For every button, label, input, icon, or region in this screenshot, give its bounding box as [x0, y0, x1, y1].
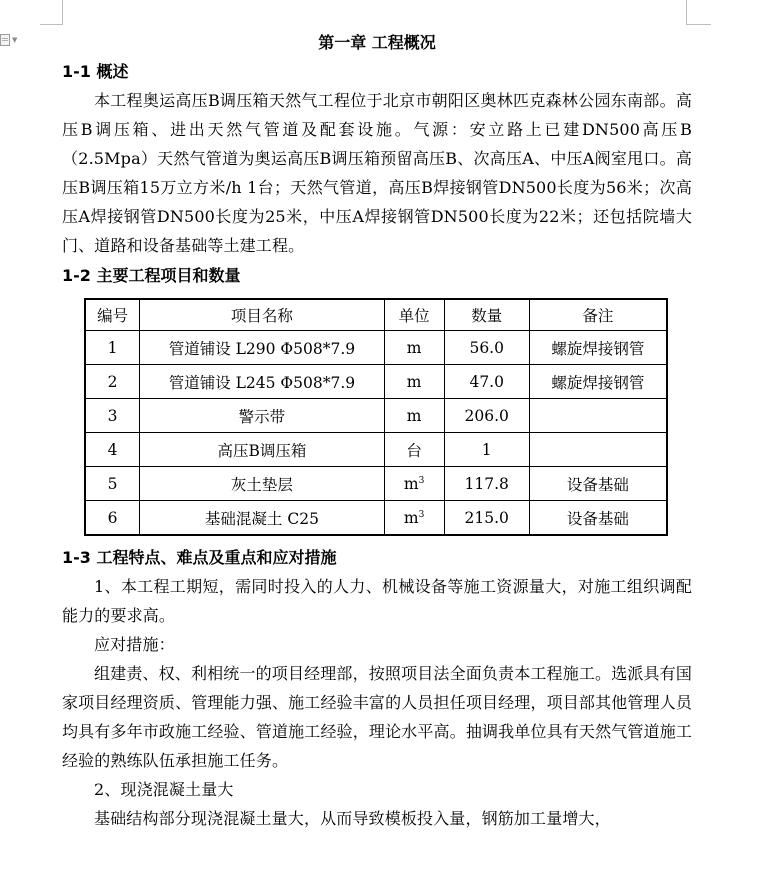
- cell-name: 基础混凝土 C25: [140, 501, 384, 536]
- cell-no: 5: [85, 467, 140, 501]
- cell-unit: [384, 433, 444, 467]
- unit-text: m: [406, 372, 422, 391]
- cell-no: 1: [85, 331, 140, 365]
- cell-qty: 1: [444, 433, 529, 467]
- cell-qty: 206.0: [444, 399, 529, 433]
- cell-qty: 215.0: [444, 501, 529, 536]
- crop-mark-top-left: [40, 0, 63, 25]
- chapter-title: 第一章 工程概况: [318, 33, 436, 52]
- cell-no: 3: [85, 399, 140, 433]
- unit-superscript: 3: [418, 509, 425, 520]
- cell-name: 管道铺设 L290 Φ508*7.9: [140, 331, 384, 365]
- cell-unit: [384, 501, 444, 536]
- feature-paragraph-1: 1、本工程工期短，需同时投入的人力、机械设备等施工资源量大，对施工组织调配能力的要求高。: [62, 577, 692, 625]
- cell-unit: [384, 399, 444, 433]
- cell-no: 4: [85, 433, 140, 467]
- cell-note: 设备基础: [529, 501, 667, 536]
- unit-text: m: [403, 474, 419, 493]
- cell-no: 6: [85, 501, 140, 536]
- document-content: [62, 28, 692, 833]
- cell-note: 螺旋焊接钢管: [529, 365, 667, 399]
- table-row: [85, 399, 667, 433]
- cell-unit: [384, 365, 444, 399]
- cell-unit: [384, 331, 444, 365]
- paragraph-options-icon[interactable]: [0, 32, 22, 48]
- cell-qty: 117.8: [444, 467, 529, 501]
- table-header-row: [85, 299, 667, 331]
- table-row: [85, 433, 667, 467]
- document-icon: [0, 34, 10, 46]
- header-cell-name: 项目名称: [140, 299, 384, 331]
- cell-name: 管道铺设 L245 Φ508*7.9: [140, 365, 384, 399]
- cell-name: 高压B调压箱: [140, 433, 384, 467]
- cell-qty: 56.0: [444, 331, 529, 365]
- cell-note: 设备基础: [529, 467, 667, 501]
- section-heading-overview: 1-1 概述: [62, 62, 129, 81]
- table-row: [85, 467, 667, 501]
- items-table: [84, 298, 668, 536]
- table-row: [85, 365, 667, 399]
- feature-paragraph-2-detail: 基础结构部分现浇混凝土量大，从而导致模板投入量，钢筋加工量增大，: [94, 809, 611, 828]
- header-cell-note: 备注: [529, 299, 667, 331]
- cell-no: 2: [85, 365, 140, 399]
- chevron-down-icon: ▼: [12, 35, 18, 44]
- table-row: [85, 501, 667, 536]
- section-heading-items: 1-2 主要工程项目和数量: [62, 266, 241, 285]
- measures-label: 应对措施：: [94, 635, 175, 654]
- unit-text: 台: [406, 441, 422, 460]
- table-row: [85, 331, 667, 365]
- header-cell-no: 编号: [85, 299, 140, 331]
- overview-paragraph: 本工程奥运高压B调压箱天然气工程位于北京市朝阳区奥林匹克森林公园东南部。高压B调压箱、进出天然气管道及配套设施。气源：安立路上已建DN500高压B（2.5Mpa）天然气管道为奥运高压B调压箱预留高压B、次高压A、中压A阀室甩口。高压B调压箱15万立方米/h 1台；天然气管道，高压B焊接钢管DN500长度为56米；次高压A焊接钢管DN500长度为25米，中压A焊接钢管DN500长度为22米；还包括院墙大门、道路和设备基础等土建工程。: [62, 91, 692, 255]
- unit-superscript: 3: [418, 475, 425, 486]
- cell-note: [529, 433, 667, 467]
- unit-text: m: [403, 508, 419, 527]
- unit-text: m: [406, 406, 422, 425]
- header-cell-unit: 单位: [384, 299, 444, 331]
- cell-unit: [384, 467, 444, 501]
- cell-qty: 47.0: [444, 365, 529, 399]
- unit-text: m: [406, 338, 422, 357]
- crop-mark-top-right: [686, 0, 711, 25]
- cell-name: 灰土垫层: [140, 467, 384, 501]
- section-heading-features: 1-3 工程特点、难点及重点和应对措施: [62, 548, 337, 567]
- measures-paragraph: 组建责、权、利相统一的项目经理部，按照项目法全面负责本工程施工。选派具有国家项目经理资质、管理能力强、施工经验丰富的人员担任项目经理，项目部其他管理人员均具有多年市政施工经验、管道施工经验，理论水平高。抽调我单位具有天然气管道施工经验的熟练队伍承担施工任务。: [62, 664, 692, 770]
- cell-name: 警示带: [140, 399, 384, 433]
- header-cell-qty: 数量: [444, 299, 529, 331]
- cell-note: [529, 399, 667, 433]
- feature-paragraph-2: 2、现浇混凝土量大: [94, 780, 234, 799]
- cell-note: 螺旋焊接钢管: [529, 331, 667, 365]
